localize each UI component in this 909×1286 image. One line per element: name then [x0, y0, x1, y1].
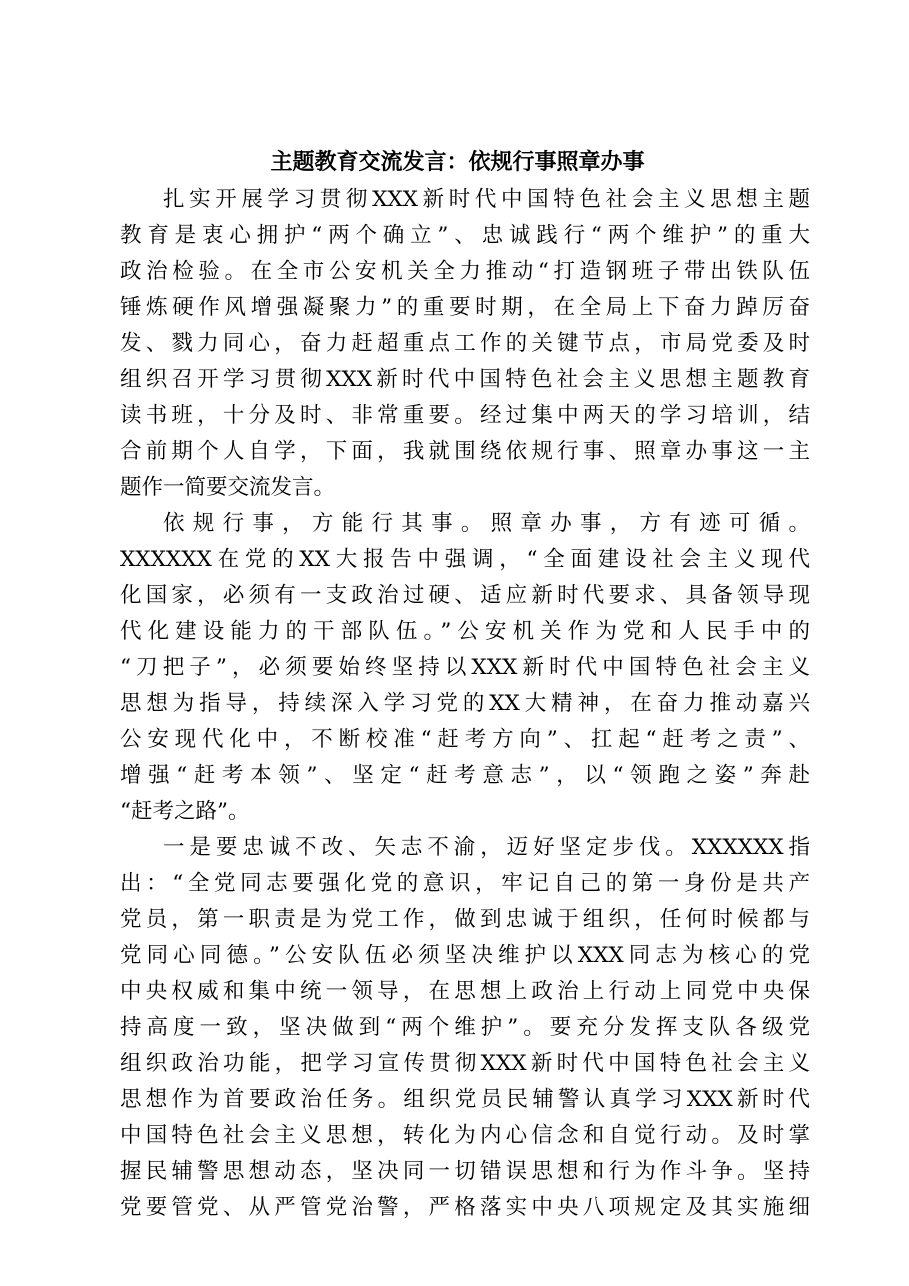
paragraph-intro [120, 182, 810, 506]
paragraph-principle [120, 506, 810, 830]
text-line: 读书班，十分及时、非常重要。经过集中两天的学习培训，结 [120, 403, 810, 428]
text-line: 组织召开学习贯彻XXX新时代中国特色社会主义思想主题教育 [120, 367, 810, 392]
document-body [120, 182, 810, 1226]
text-line: “赶考之路”。 [120, 799, 250, 824]
text-line: 增强“赶考本领”、坚定“赶考意志”，以“领跑之姿”奔赴 [120, 763, 810, 788]
text-line: 扎实开展学习贯彻XXX新时代中国特色社会主义思想主题 [163, 187, 810, 212]
text-line: 持高度一致，坚决做到“两个维护”。要充分发挥支队各级党 [120, 1015, 810, 1040]
text-line: 党同心同德。”公安队伍必须坚决维护以XXX同志为核心的党 [120, 943, 810, 968]
text-line: 中央权威和集中统一领导，在思想上政治上行动上同党中央保 [120, 979, 810, 1004]
text-line: 党要管党、从严管党治警，严格落实中央八项规定及其实施细 [120, 1195, 810, 1220]
text-line: 一是要忠诚不改、矢志不渝，迈好坚定步伐。XXXXXX指 [163, 835, 810, 860]
text-line: 发、戮力同心，奋力赶超重点工作的关键节点，市局党委及时 [120, 331, 810, 356]
text-line: 合前期个人自学，下面，我就围绕依规行事、照章办事这一主 [120, 439, 810, 464]
text-line: XXXXXX在党的XX大报告中强调，“全面建设社会主义现代 [120, 547, 810, 572]
text-line: 思想为指导，持续深入学习党的XX大精神，在奋力推动嘉兴 [120, 691, 810, 716]
document-title: 主题教育交流发言：依规行事照章办事 [270, 149, 645, 175]
text-line: 党员，第一职责是为党工作，做到忠诚于组织，任何时候都与 [120, 907, 810, 932]
text-line: 锤炼硬作风增强凝聚力”的重要时期，在全局上下奋力踔厉奋 [120, 295, 810, 320]
text-line: 组织政治功能，把学习宣传贯彻XXX新时代中国特色社会主义 [120, 1051, 810, 1076]
text-line: 教育是衷心拥护“两个确立”、忠诚践行“两个维护”的重大 [120, 223, 810, 248]
text-line: 握民辅警思想动态，坚决同一切错误思想和行为作斗争。坚持 [120, 1159, 810, 1184]
text-line: 依规行事，方能行其事。照章办事，方有迹可循。 [163, 511, 810, 536]
text-line: 题作一简要交流发言。 [120, 475, 336, 500]
text-line: 代化建设能力的干部队伍。”公安机关作为党和人民手中的 [120, 619, 810, 644]
text-line: 公安现代化中，不断校准“赶考方向”、扛起“赶考之责”、 [120, 727, 810, 752]
text-line: “刀把子”，必须要始终坚持以XXX新时代中国特色社会主义 [120, 655, 810, 680]
paragraph-point-one [120, 830, 810, 1226]
text-line: 中国特色社会主义思想，转化为内心信念和自觉行动。及时掌 [120, 1123, 810, 1148]
text-line: 思想作为首要政治任务。组织党员民辅警认真学习XXX新时代 [120, 1087, 810, 1112]
text-line: 政治检验。在全市公安机关全力推动“打造钢班子带出铁队伍 [120, 259, 810, 284]
text-line: 化国家，必须有一支政治过硬、适应新时代要求、具备领导现 [120, 583, 810, 608]
text-line: 出：“全党同志要强化党的意识，牢记自己的第一身份是共产 [120, 871, 810, 896]
